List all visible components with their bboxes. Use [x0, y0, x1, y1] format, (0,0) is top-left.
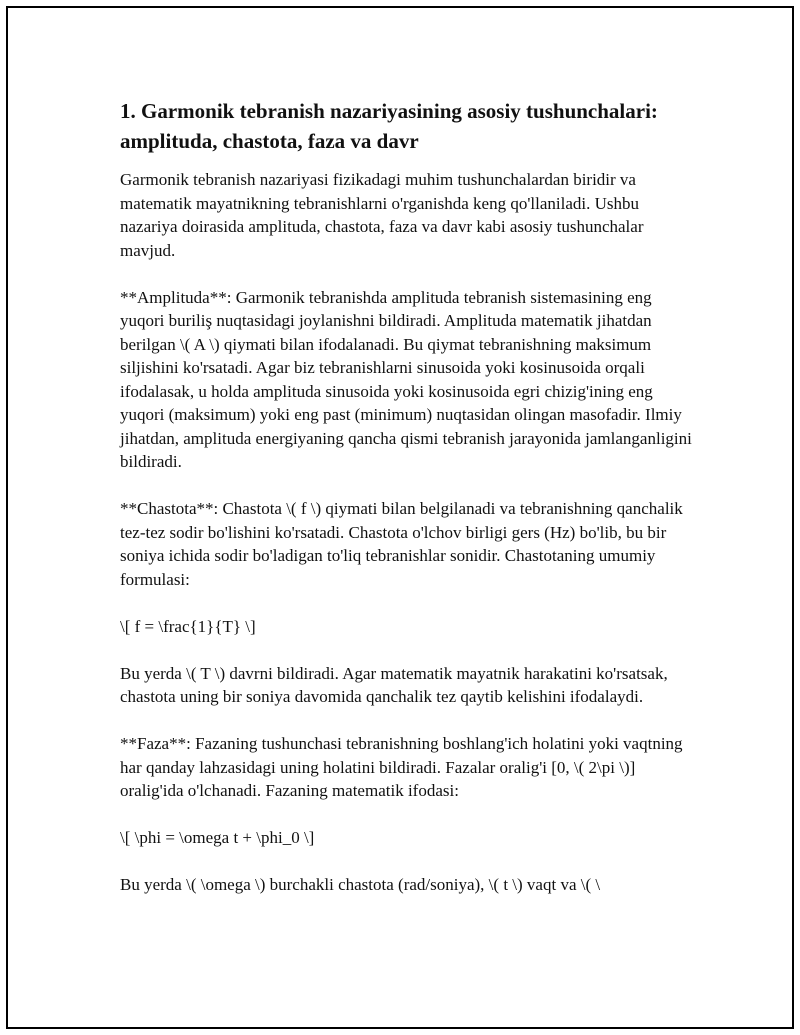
phase-formula: \[ \phi = \omega t + \phi_0 \]	[120, 828, 315, 847]
document-body	[120, 96, 700, 920]
intro-paragraph: Garmonik tebranish nazariyasi fizikadagi muhim tushunchalardan biridir va matematik mayatnikning tebranishlarni o'rganishda keng qo'llaniladi. Ushbu nazariya doirasida amplituda, chastota, faza va davr kabi asosiy tushunchalar mavjud.	[120, 170, 648, 260]
phase-paragraph: **Faza**: Fazaning tushunchasi tebranishning boshlang'ich holatini yoki vaqtning har qanday lahzasidagi uning holatini bildiradi. Fazalar oralig'i [0, \( 2\pi \)] oralig'ida o'lchanadi. Fazaning matematik ifodasi:	[120, 734, 687, 800]
frequency-paragraph: **Chastota**: Chastota \( f \) qiymati bilan belgilanadi va tebranishning qanchalik tez-tez sodir bo'lishini ko'rsatadi. Chastota o'lchov birligi gers (Hz) bo'lib, bu bir soniya ichida sodir bo'ladigan to'liq tebranishlar sonidir. Chastotaning umumiy formulasi:	[120, 499, 688, 589]
document-title: 1. Garmonik tebranish nazariyasining asosiy tushunchalari: amplituda, chastota, faza va davr	[120, 99, 658, 153]
amplitude-paragraph: **Amplituda**: Garmonik tebranishda amplituda tebranish sistemasining eng yuqori buriliş nuqtasidagi joylanishni bildiradi. Amplituda matematik jihatdan berilgan \( A \) qiymati bilan ifodalanadi. Bu qiymat tebranishning maksimum siljishini ko'rsatadi. Agar biz tebranishlarni sinusoida yoki kosinusoida orqali ifodalasak, u holda amplituda sinusoida yoki kosinusoida egri chizig'ining eng yuqori (maksimum) yoki eng past (minimum) nuqtasidan olingan masofadir. Ilmiy jihatdan, amplituda energiyaning qancha qismi tebranish jarayonida jamlanganligini bildiradi.	[120, 287, 697, 471]
page-border	[6, 6, 794, 1029]
omega-paragraph: Bu yerda \( \omega \) burchakli chastota (rad/soniya), \( t \) vaqt va \( \	[120, 875, 601, 894]
period-paragraph: Bu yerda \( T \) davrni bildiradi. Agar matematik mayatnik harakatini ko'rsatsak, chastota uning bir soniya davomida qanchalik tez qaytib kelishini ifodalaydi.	[120, 663, 672, 706]
frequency-formula: \[ f = \frac{1}{T} \]	[120, 616, 256, 636]
